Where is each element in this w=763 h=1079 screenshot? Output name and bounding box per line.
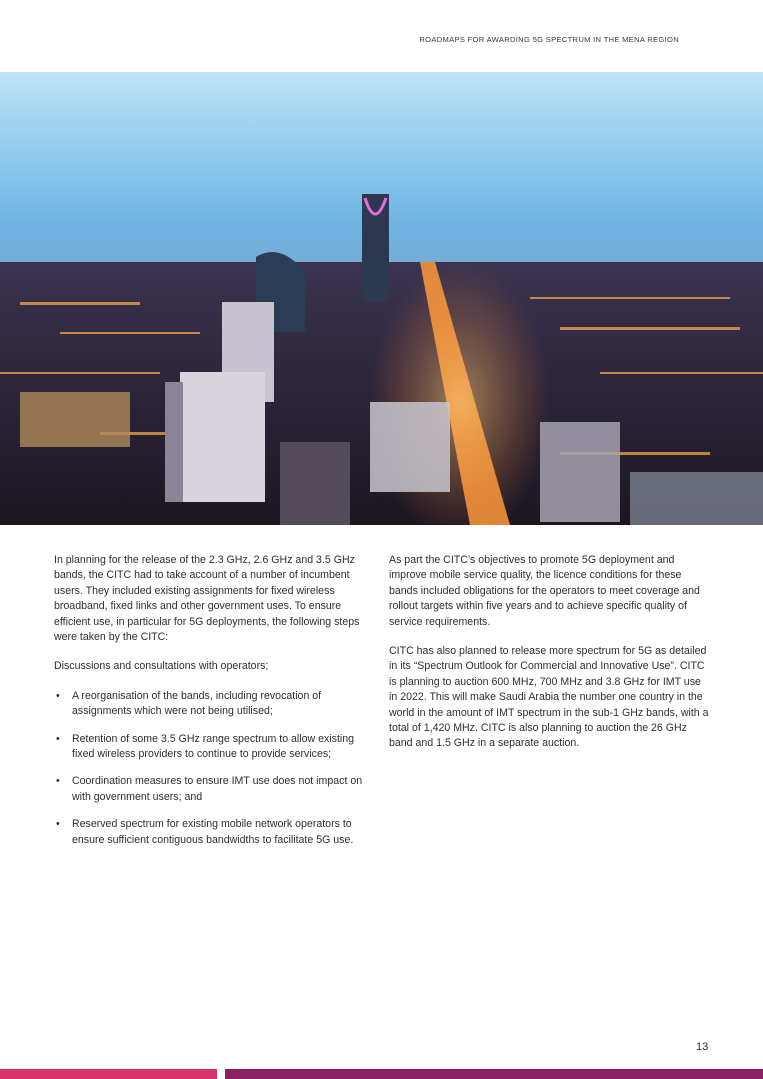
list-item: • Retention of some 3.5 GHz range spectrum to allow existing fixed wireless providers to continue to provide services; xyxy=(54,732,372,763)
intro-paragraph: In planning for the release of the 2.3 GHz, 2.6 GHz and 3.5 GHz bands, the CITC had to take account of a number of incumbent users. They included existing assignments for fixed wireless broadband, fixed links and other government uses. To ensure efficient use, in particular for 5G deployments, the following steps were taken by the CITC: xyxy=(54,554,360,644)
city-skyline-photo xyxy=(0,72,763,525)
footer-accent-bar-pink xyxy=(0,1069,217,1079)
objectives-paragraph: As part the CITC’s objectives to promote 5G deployment and improve mobile service quality, the licence conditions for these bands included obligations for the operators to meet coverage and rollout targets within five years and to achieve specific quality of service requirements. xyxy=(389,554,700,628)
footer-accent-bar-purple xyxy=(225,1069,763,1079)
skyline-illustration xyxy=(0,72,763,525)
left-column xyxy=(54,553,372,860)
steps-list xyxy=(54,689,372,848)
right-column xyxy=(389,553,711,766)
page-number: 13 xyxy=(696,1041,709,1053)
running-header: ROADMAPS FOR AWARDING 5G SPECTRUM IN THE MENA REGION xyxy=(419,35,679,44)
list-item: • A reorganisation of the bands, including revocation of assignments which were not being utilised; xyxy=(54,689,372,720)
lead-line: Discussions and consultations with operators; xyxy=(54,660,269,673)
spectrum-outlook-paragraph: CITC has also planned to release more spectrum for 5G as detailed in its “Spectrum Outlook for Commercial and Innovative Use”. CITC is planning to auction 600 MHz, 700 MHz and 3.8 GHz for IMT use in 2022. This will make Saudi Arabia the number one country in the world in the amount of IMT spectrum in the sub-1 GHz bands, with a total of 1,420 MHz. CITC is also planning to auction the 26 GHz band and 1.5 GHz in a separate auction. xyxy=(389,645,709,750)
list-item: • Reserved spectrum for existing mobile network operators to ensure sufficient contiguous bandwidths to facilitate 5G use. xyxy=(54,817,372,848)
list-item: • Coordination measures to ensure IMT use does not impact on with government users; and xyxy=(54,774,372,805)
